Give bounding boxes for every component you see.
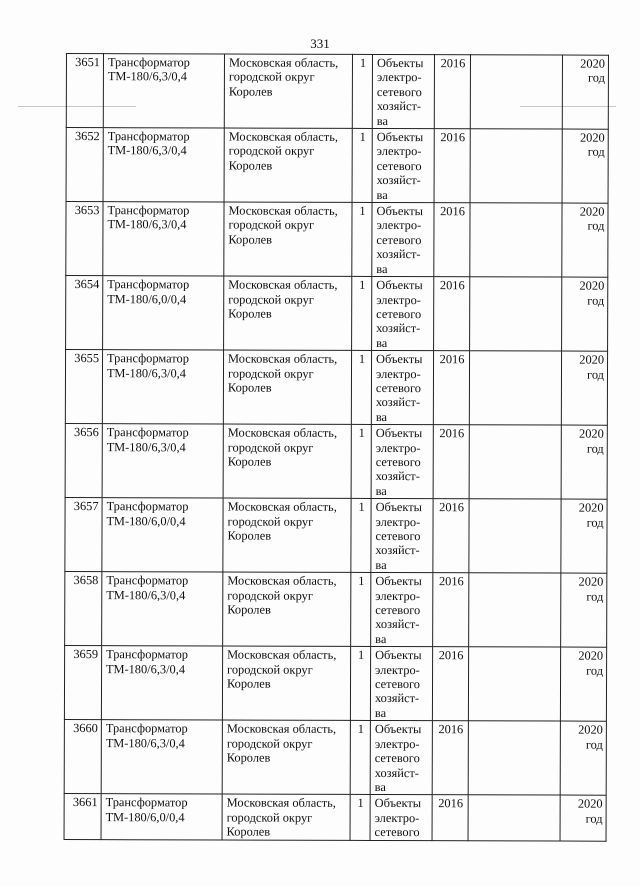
type-line: Объекты [376,278,423,293]
row-number: 3652 [74,129,100,144]
type-line: ва [374,779,386,794]
address-city: Королев [228,232,273,247]
item-model: ТМ-180/6,3/0,4 [106,661,186,677]
type-line: сетевого [376,232,422,247]
cell-address [223,424,351,498]
quantity: 1 [358,574,365,589]
cell-empty [468,795,560,841]
address-region: Московская область, [227,573,337,589]
item-name: Трансформатор [107,277,190,292]
type-line: ва [375,631,387,646]
registry-body [64,54,608,841]
cell-term [560,721,606,795]
cell-year [434,55,470,129]
cell-type [370,721,432,795]
cell-quantity [352,202,372,276]
type-line: хозяйст- [376,321,421,336]
commission-year: 2016 [439,500,464,515]
item-model: ТМ-180/6,3/0,4 [106,439,186,454]
quantity: 1 [357,648,365,663]
cell-item [103,276,224,350]
cell-year [432,721,468,795]
cell-empty [468,647,560,721]
cell-address [223,350,351,424]
address-region: Московская область, [227,425,338,441]
cell-type [372,54,434,128]
cell-number [66,128,103,202]
cell-term [562,277,608,351]
address-district: городской округ [227,588,313,603]
item-name: Трансформатор [106,425,189,440]
cell-quantity [351,499,371,573]
term-year: 2020 [579,426,604,441]
cell-item [103,202,224,276]
type-line: сетевого [376,306,422,322]
cell-year [434,203,470,277]
cell-empty [469,351,561,425]
address-region: Московская область, [226,721,337,737]
type-line: электро- [376,70,422,85]
item-name: Трансформатор [106,573,189,588]
cell-number [64,646,101,720]
cell-empty [468,721,560,795]
type-line: Объекты [376,352,423,367]
cell-empty [470,129,562,203]
cell-number [64,720,101,794]
type-line: сетевого [374,751,420,766]
type-line: хозяйст- [375,543,420,558]
cell-number [66,276,103,350]
commission-year: 2016 [438,648,464,663]
term-year: 2020 [578,648,604,663]
type-line: ва [375,409,388,424]
cell-empty [470,203,562,277]
type-line: электро- [376,218,422,233]
term-unit: год [585,811,603,826]
term-unit: год [586,515,604,530]
type-line: Объекты [375,574,422,589]
type-line: сетевого [374,825,420,840]
item-name: Трансформатор [106,647,189,662]
type-line: ва [375,483,387,498]
row-number: 3661 [72,795,98,810]
address-region: Московская область, [228,55,339,70]
item-name: Трансформатор [105,795,188,810]
address-region: Московская область, [228,277,338,292]
cell-year [433,425,469,499]
item-model: ТМ-180/6,3/0,4 [106,365,187,380]
cell-quantity [352,54,372,128]
address-city: Королев [227,454,272,469]
type-line: ва [376,113,388,128]
type-line: ва [376,261,388,276]
commission-year: 2016 [439,426,465,441]
item-name: Трансформатор [107,55,190,70]
cell-empty [469,425,561,499]
cell-quantity [350,795,370,840]
cell-type [371,351,433,425]
commission-year: 2016 [439,352,465,367]
item-name: Трансформатор [107,129,190,144]
type-line: Объекты [376,55,424,71]
type-line: электро- [376,144,422,159]
cell-item [101,646,222,720]
cell-term [561,425,607,499]
address-region: Московская область, [228,129,339,144]
cell-address [223,498,351,572]
commission-year: 2016 [438,574,464,589]
address-district: городской округ [227,366,314,381]
type-line: электро- [375,588,421,603]
cell-year [432,795,468,840]
item-name: Трансформатор [106,499,189,514]
table-row [66,54,608,130]
cell-address [224,276,352,350]
cell-number [65,424,102,498]
quantity: 1 [359,203,366,219]
cell-empty [470,277,562,351]
type-line: хозяйст- [376,247,421,262]
cell-type [372,203,434,277]
cell-number [65,350,102,424]
address-city: Королев [227,380,272,395]
type-line: электро- [375,514,421,529]
item-model: ТМ-180/6,3/0,4 [107,217,187,232]
page-number: 331 [310,36,330,51]
address-city: Королев [227,602,271,617]
type-line: Объекты [376,130,424,145]
cell-item [102,498,223,572]
cell-item [101,720,222,794]
term-year: 2020 [579,130,605,145]
cell-term [561,499,607,573]
address-city: Королев [228,306,272,321]
address-district: городской округ [228,292,314,307]
term-year: 2020 [578,500,604,515]
item-name: Трансформатор [105,721,188,736]
address-district: городской округ [228,217,315,233]
term-year: 2020 [579,352,605,367]
cell-type [371,425,433,499]
cell-item [102,572,223,646]
row-number: 3660 [73,721,98,736]
cell-address [222,720,350,794]
row-number: 3653 [74,203,100,218]
cell-number [66,54,103,128]
term-unit: год [587,219,605,234]
type-line: электро- [375,662,420,677]
table-row [65,572,607,648]
table-row [64,794,606,841]
cell-quantity [352,128,372,202]
address-district: городской округ [226,810,313,825]
cell-year [433,573,469,647]
address-city: Королев [228,84,273,99]
item-model: ТМ-180/6,3/0,4 [107,69,187,84]
cell-year [433,499,469,573]
term-unit: год [586,589,604,604]
cell-year [433,351,469,425]
cell-item [102,350,223,424]
cell-quantity [351,351,371,425]
type-line: сетевого [375,380,421,396]
term-unit: год [587,145,605,160]
address-district: городской округ [228,69,315,85]
address-region: Московская область, [228,351,338,366]
item-name: Трансформатор [107,351,189,366]
term-unit: год [586,441,604,456]
type-line: Объекты [374,722,422,737]
type-line: сетевого [375,603,421,618]
table-row [66,202,608,278]
quantity: 1 [359,55,367,70]
cell-address [222,646,350,720]
cell-item [102,424,223,498]
cell-term [562,55,608,129]
cell-address [223,572,351,646]
type-line: электро- [374,810,420,825]
cell-address [222,794,350,840]
table-row [65,498,607,574]
row-number: 3655 [74,351,100,366]
address-district: городской округ [227,440,314,455]
type-line: хозяйст- [375,617,420,632]
quantity: 1 [358,426,365,441]
address-district: городской округ [228,143,315,159]
item-name: Трансформатор [107,203,190,218]
quantity: 1 [358,352,366,367]
address-district: городской округ [227,662,313,677]
registry-table [64,53,609,841]
quantity: 1 [359,278,366,293]
row-number: 3658 [73,573,99,588]
commission-year: 2016 [440,56,466,71]
type-line: электро- [375,366,421,381]
term-year: 2020 [579,204,605,219]
quantity: 1 [357,722,364,737]
quantity: 1 [358,500,365,515]
cell-term [562,203,608,277]
cell-term [561,573,607,647]
term-year: 2020 [578,574,604,589]
table-row [66,276,608,352]
cell-number [66,202,103,276]
address-city: Королев [227,528,272,543]
table-row [64,646,606,722]
row-number: 3651 [75,55,100,70]
type-line: сетевого [374,677,421,692]
table-row [65,424,607,500]
cell-number [64,794,101,839]
cell-type [371,573,433,647]
cell-item [101,794,222,840]
cell-quantity [350,721,370,795]
cell-term [561,351,607,425]
commission-year: 2016 [438,796,464,811]
cell-address [224,54,352,128]
type-line: ва [375,557,387,572]
term-unit: год [587,293,605,308]
cell-empty [469,499,561,573]
address-city: Королев [228,158,273,173]
term-year: 2020 [577,796,603,812]
cell-quantity [352,276,372,350]
cell-year [434,277,470,351]
item-model: ТМ-180/6,0/0,4 [107,291,187,306]
type-line: хозяйст- [374,691,420,706]
row-number: 3657 [73,499,99,514]
commission-year: 2016 [438,722,464,737]
type-line: Объекты [375,500,423,515]
cell-year [434,129,470,203]
address-region: Московская область, [227,499,337,515]
commission-year: 2016 [439,278,465,293]
address-region: Московская область, [226,795,336,811]
type-line: хозяйст- [376,99,422,114]
cell-type [371,499,433,573]
cell-type [372,128,434,202]
item-model: ТМ-180/6,3/0,4 [105,735,185,751]
cell-empty [469,573,561,647]
row-number: 3654 [74,277,100,292]
type-line: электро- [376,292,421,307]
term-unit: год [586,663,604,678]
term-unit: год [587,367,605,382]
cell-number [65,498,102,572]
type-line: хозяйст- [374,765,419,780]
term-unit: год [587,71,605,86]
type-line: сетевого [376,84,422,99]
cell-quantity [351,425,371,499]
type-line: хозяйст- [376,173,421,188]
cell-term [560,795,606,840]
term-year: 2020 [579,278,605,293]
type-line: сетевого [375,454,421,470]
cell-year [432,647,468,721]
cell-quantity [351,573,371,647]
address-region: Московская область, [227,647,337,663]
cell-quantity [350,647,370,721]
item-model: ТМ-180/6,3/0,4 [107,143,187,158]
address-city: Королев [226,824,271,839]
cell-empty [470,55,562,129]
type-line: сетевого [376,158,422,173]
cell-address [224,202,352,276]
cell-term [562,129,608,203]
term-year: 2020 [578,722,603,737]
quantity: 1 [357,796,364,811]
type-line: Объекты [375,648,422,663]
commission-year: 2016 [440,204,465,219]
address-city: Королев [226,750,271,765]
quantity: 1 [359,129,366,144]
type-line: Объекты [376,204,423,219]
address-region: Московская область, [228,203,338,218]
type-line: Объекты [375,426,423,441]
term-year: 2020 [580,56,605,71]
address-district: городской округ [226,736,313,751]
type-line: ва [374,705,387,720]
cell-type [372,277,434,351]
cell-type [370,795,432,840]
type-line: ва [376,187,388,202]
type-line: хозяйст- [375,395,421,410]
item-model: ТМ-180/6,0/0,4 [105,809,185,825]
table-row [65,350,607,426]
item-model: ТМ-180/6,3/0,4 [106,587,186,603]
type-line: электро- [375,440,421,455]
row-number: 3656 [74,425,99,440]
type-line: электро- [374,736,420,751]
type-line: Объекты [374,796,422,811]
address-city: Королев [226,676,271,691]
row-number: 3659 [73,647,99,662]
cell-item [103,54,224,128]
cell-term [560,647,606,721]
type-line: сетевого [375,528,421,544]
cell-number [65,572,102,646]
type-line: хозяйст- [375,469,420,484]
commission-year: 2016 [440,130,466,145]
term-unit: год [585,737,603,752]
address-district: городской округ [227,514,314,529]
cell-item [103,128,224,202]
table-row [64,720,606,796]
item-model: ТМ-180/6,0/0,4 [106,513,186,528]
cell-type [370,647,432,721]
type-line: ва [376,335,388,350]
table-row [66,128,608,204]
cell-address [224,128,352,202]
